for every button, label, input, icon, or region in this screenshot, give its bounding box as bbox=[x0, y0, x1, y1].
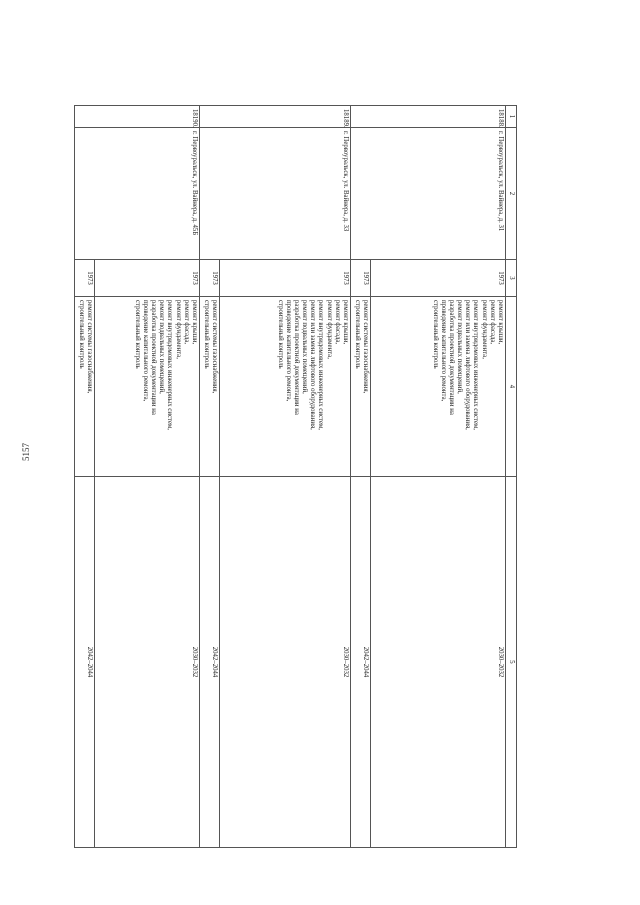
work-list bbox=[219, 297, 350, 477]
construction-year: 1973 bbox=[370, 260, 505, 297]
work-item: ремонт фасада, bbox=[182, 300, 190, 345]
work-list bbox=[74, 297, 94, 477]
rotated-table-wrapper bbox=[77, 105, 517, 847]
repair-period: 2030–2032 bbox=[219, 477, 350, 848]
work-item: ремонт внутридомовых инженерных систем, bbox=[166, 300, 174, 430]
work-item: ремонт фундамента, bbox=[480, 300, 488, 359]
table-row bbox=[94, 106, 199, 848]
work-item: ремонт фасада, bbox=[333, 300, 341, 345]
record-address: г. Первоуральск, ул. Вайнера, д. 31 bbox=[350, 128, 505, 260]
work-item: ремонт подвальных помещений, bbox=[301, 300, 309, 394]
work-item: ремонт внутридомовых инженерных систем, bbox=[472, 300, 480, 430]
construction-year: 1973 bbox=[94, 260, 199, 297]
work-item: ремонт фасада, bbox=[488, 300, 496, 345]
work-item: ремонт системы газоснабжения, bbox=[85, 300, 93, 394]
header-row bbox=[505, 106, 516, 848]
record-address: г. Первоуральск, ул. Вайнера, д. 33 bbox=[199, 128, 350, 260]
work-item: ремонт или замена лифтового оборудования, bbox=[309, 300, 317, 430]
work-item: ремонт крыши, bbox=[190, 300, 198, 345]
column-header: 5 bbox=[505, 477, 516, 848]
work-item: ремонт крыши, bbox=[496, 300, 504, 345]
repair-period: 2042–2044 bbox=[199, 477, 219, 848]
work-item: ремонт фундамента, bbox=[325, 300, 333, 359]
capital-repair-table bbox=[74, 105, 517, 848]
work-item: разработка проектной документации на bbox=[150, 300, 158, 415]
work-item: строительный контроль bbox=[353, 300, 361, 369]
work-item: строительный контроль bbox=[276, 300, 284, 369]
work-item: ремонт системы газоснабжения, bbox=[361, 300, 369, 394]
page-number: 5157 bbox=[21, 443, 31, 461]
work-list bbox=[199, 297, 219, 477]
construction-year: 1973 bbox=[199, 260, 219, 297]
work-item: строительный контроль bbox=[133, 300, 141, 369]
column-header: 4 bbox=[505, 297, 516, 477]
column-header: 3 bbox=[505, 260, 516, 297]
record-number: 18189. bbox=[199, 106, 350, 128]
work-item: строительный контроль bbox=[77, 300, 85, 369]
record-number: 18188. bbox=[350, 106, 505, 128]
work-item: разработка проектной документации на bbox=[447, 300, 455, 415]
work-item: ремонт подвальных помещений, bbox=[158, 300, 166, 394]
work-list bbox=[94, 297, 199, 477]
construction-year: 1973 bbox=[74, 260, 94, 297]
work-item: ремонт фундамента, bbox=[174, 300, 182, 359]
work-item: проведение капитального ремонта, bbox=[141, 300, 149, 402]
work-item: ремонт системы газоснабжения, bbox=[210, 300, 218, 394]
work-item: строительный контроль bbox=[431, 300, 439, 369]
column-header: 1 bbox=[505, 106, 516, 128]
construction-year: 1973 bbox=[219, 260, 350, 297]
table-row bbox=[219, 106, 350, 848]
work-item: ремонт подвальных помещений, bbox=[456, 300, 464, 394]
construction-year: 1973 bbox=[350, 260, 370, 297]
repair-period: 2042–2044 bbox=[74, 477, 94, 848]
work-item: ремонт или замена лифтового оборудования, bbox=[464, 300, 472, 430]
repair-period: 2030–2032 bbox=[370, 477, 505, 848]
work-item: строительный контроль bbox=[202, 300, 210, 369]
work-list bbox=[370, 297, 505, 477]
work-item: ремонт крыши, bbox=[341, 300, 349, 345]
work-item: проведение капитального ремонта, bbox=[284, 300, 292, 402]
work-item: ремонт внутридомовых инженерных систем, bbox=[317, 300, 325, 430]
document-area bbox=[77, 105, 517, 847]
work-list bbox=[350, 297, 370, 477]
work-item: проведение капитального ремонта, bbox=[439, 300, 447, 402]
repair-period: 2042–2044 bbox=[350, 477, 370, 848]
table-row bbox=[370, 106, 505, 848]
record-number: 18190. bbox=[74, 106, 199, 128]
repair-period: 2030–2032 bbox=[94, 477, 199, 848]
column-header: 2 bbox=[505, 128, 516, 260]
work-item: разработка проектной документации на bbox=[292, 300, 300, 415]
record-address: г. Первоуральск, ул. Вайнера, д. 45Б bbox=[74, 128, 199, 260]
